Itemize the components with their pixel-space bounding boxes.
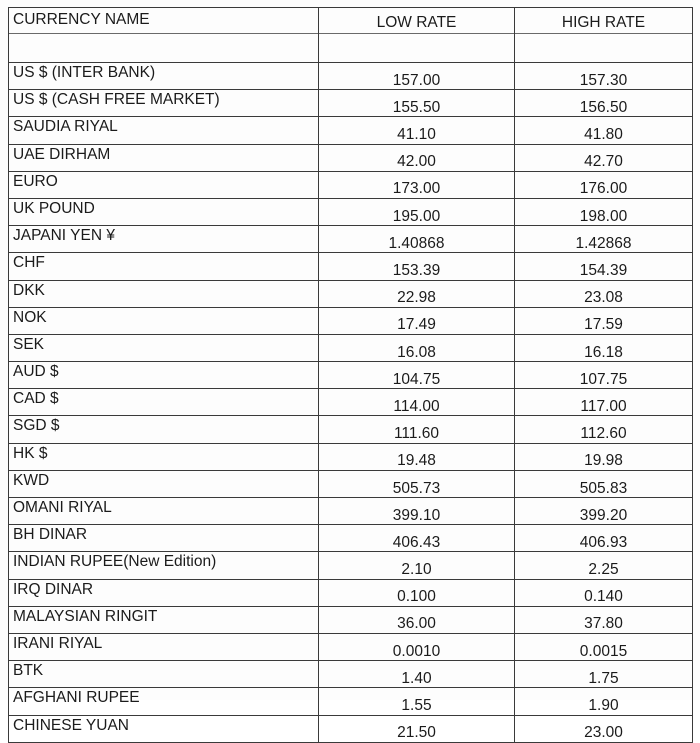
currency-name-cell: CHF bbox=[9, 253, 319, 280]
low-rate-cell: 19.48 bbox=[319, 443, 515, 470]
low-rate-cell: 155.50 bbox=[319, 90, 515, 117]
table-row bbox=[9, 661, 693, 688]
table-row bbox=[9, 198, 693, 225]
low-rate-cell: 157.00 bbox=[319, 63, 515, 90]
table-row bbox=[9, 90, 693, 117]
high-rate-cell: 1.75 bbox=[515, 661, 693, 688]
table-row bbox=[9, 579, 693, 606]
high-rate-cell: 154.39 bbox=[515, 253, 693, 280]
high-rate-cell: 1.42868 bbox=[515, 226, 693, 253]
low-rate-cell: 21.50 bbox=[319, 715, 515, 742]
low-rate-cell: 153.39 bbox=[319, 253, 515, 280]
table-row bbox=[9, 416, 693, 443]
high-rate-cell: 505.83 bbox=[515, 470, 693, 497]
header-high-rate bbox=[515, 8, 693, 63]
high-rate-cell: 399.20 bbox=[515, 498, 693, 525]
header-low-rate bbox=[319, 8, 515, 63]
table-row bbox=[9, 144, 693, 171]
low-rate-cell: 406.43 bbox=[319, 525, 515, 552]
table-row bbox=[9, 117, 693, 144]
table-row bbox=[9, 334, 693, 361]
high-rate-cell: 1.90 bbox=[515, 688, 693, 715]
header-currency-name bbox=[9, 8, 319, 63]
currency-name-cell: BTK bbox=[9, 661, 319, 688]
currency-name-cell: HK $ bbox=[9, 443, 319, 470]
table-row bbox=[9, 253, 693, 280]
low-rate-cell: 36.00 bbox=[319, 606, 515, 633]
high-rate-cell: 176.00 bbox=[515, 171, 693, 198]
currency-name-cell: AUD $ bbox=[9, 362, 319, 389]
currency-name-cell: IRANI RIYAL bbox=[9, 633, 319, 660]
table-header-row bbox=[9, 8, 693, 63]
currency-name-cell: US $ (INTER BANK) bbox=[9, 63, 319, 90]
low-rate-cell: 111.60 bbox=[319, 416, 515, 443]
currency-name-cell: OMANI RIYAL bbox=[9, 498, 319, 525]
low-rate-cell: 42.00 bbox=[319, 144, 515, 171]
low-rate-cell: 399.10 bbox=[319, 498, 515, 525]
high-rate-cell: 23.08 bbox=[515, 280, 693, 307]
table-row bbox=[9, 63, 693, 90]
high-rate-cell: 156.50 bbox=[515, 90, 693, 117]
currency-name-cell: CHINESE YUAN bbox=[9, 715, 319, 742]
table-body bbox=[9, 63, 693, 743]
low-rate-cell: 114.00 bbox=[319, 389, 515, 416]
currency-name-cell: EURO bbox=[9, 171, 319, 198]
currency-name-cell: CAD $ bbox=[9, 389, 319, 416]
header-divider bbox=[9, 33, 318, 34]
high-rate-cell: 17.59 bbox=[515, 307, 693, 334]
header-divider bbox=[515, 33, 692, 34]
low-rate-cell: 16.08 bbox=[319, 334, 515, 361]
header-divider bbox=[319, 33, 514, 34]
low-rate-cell: 41.10 bbox=[319, 117, 515, 144]
high-rate-cell: 117.00 bbox=[515, 389, 693, 416]
table-row bbox=[9, 171, 693, 198]
table-row bbox=[9, 307, 693, 334]
table-row bbox=[9, 226, 693, 253]
currency-name-cell: SGD $ bbox=[9, 416, 319, 443]
table-row bbox=[9, 443, 693, 470]
table-row bbox=[9, 280, 693, 307]
header-high-rate-label: HIGH RATE bbox=[561, 14, 646, 31]
low-rate-cell: 1.40868 bbox=[319, 226, 515, 253]
low-rate-cell: 173.00 bbox=[319, 171, 515, 198]
high-rate-cell: 19.98 bbox=[515, 443, 693, 470]
high-rate-cell: 0.0015 bbox=[515, 633, 693, 660]
high-rate-cell: 16.18 bbox=[515, 334, 693, 361]
currency-name-cell: US $ (CASH FREE MARKET) bbox=[9, 90, 319, 117]
table-row bbox=[9, 688, 693, 715]
low-rate-cell: 104.75 bbox=[319, 362, 515, 389]
table-row bbox=[9, 362, 693, 389]
low-rate-cell: 22.98 bbox=[319, 280, 515, 307]
low-rate-cell: 2.10 bbox=[319, 552, 515, 579]
high-rate-cell: 42.70 bbox=[515, 144, 693, 171]
currency-name-cell: SEK bbox=[9, 334, 319, 361]
high-rate-cell: 0.140 bbox=[515, 579, 693, 606]
table-row bbox=[9, 389, 693, 416]
currency-name-cell: IRQ DINAR bbox=[9, 579, 319, 606]
low-rate-cell: 0.100 bbox=[319, 579, 515, 606]
currency-name-cell: UAE DIRHAM bbox=[9, 144, 319, 171]
currency-name-cell: NOK bbox=[9, 307, 319, 334]
header-currency-name-label: CURRENCY NAME bbox=[13, 11, 150, 28]
table-row bbox=[9, 525, 693, 552]
high-rate-cell: 112.60 bbox=[515, 416, 693, 443]
currency-name-cell: AFGHANI RUPEE bbox=[9, 688, 319, 715]
high-rate-cell: 157.30 bbox=[515, 63, 693, 90]
currency-name-cell: SAUDIA RIYAL bbox=[9, 117, 319, 144]
currency-name-cell: BH DINAR bbox=[9, 525, 319, 552]
low-rate-cell: 505.73 bbox=[319, 470, 515, 497]
table-row bbox=[9, 470, 693, 497]
low-rate-cell: 17.49 bbox=[319, 307, 515, 334]
table-row bbox=[9, 606, 693, 633]
high-rate-cell: 41.80 bbox=[515, 117, 693, 144]
high-rate-cell: 23.00 bbox=[515, 715, 693, 742]
currency-name-cell: DKK bbox=[9, 280, 319, 307]
high-rate-cell: 406.93 bbox=[515, 525, 693, 552]
currency-name-cell: KWD bbox=[9, 470, 319, 497]
low-rate-cell: 0.0010 bbox=[319, 633, 515, 660]
low-rate-cell: 195.00 bbox=[319, 198, 515, 225]
low-rate-cell: 1.40 bbox=[319, 661, 515, 688]
currency-name-cell: UK POUND bbox=[9, 198, 319, 225]
currency-name-cell: JAPANI YEN ¥ bbox=[9, 226, 319, 253]
high-rate-cell: 37.80 bbox=[515, 606, 693, 633]
table-row bbox=[9, 498, 693, 525]
high-rate-cell: 107.75 bbox=[515, 362, 693, 389]
high-rate-cell: 198.00 bbox=[515, 198, 693, 225]
table-row bbox=[9, 715, 693, 742]
table-row bbox=[9, 633, 693, 660]
header-low-rate-label: LOW RATE bbox=[376, 14, 457, 31]
high-rate-cell: 2.25 bbox=[515, 552, 693, 579]
low-rate-cell: 1.55 bbox=[319, 688, 515, 715]
currency-name-cell: MALAYSIAN RINGIT bbox=[9, 606, 319, 633]
currency-name-cell: INDIAN RUPEE(New Edition) bbox=[9, 552, 319, 579]
table-row bbox=[9, 552, 693, 579]
currency-rate-table bbox=[8, 7, 693, 743]
